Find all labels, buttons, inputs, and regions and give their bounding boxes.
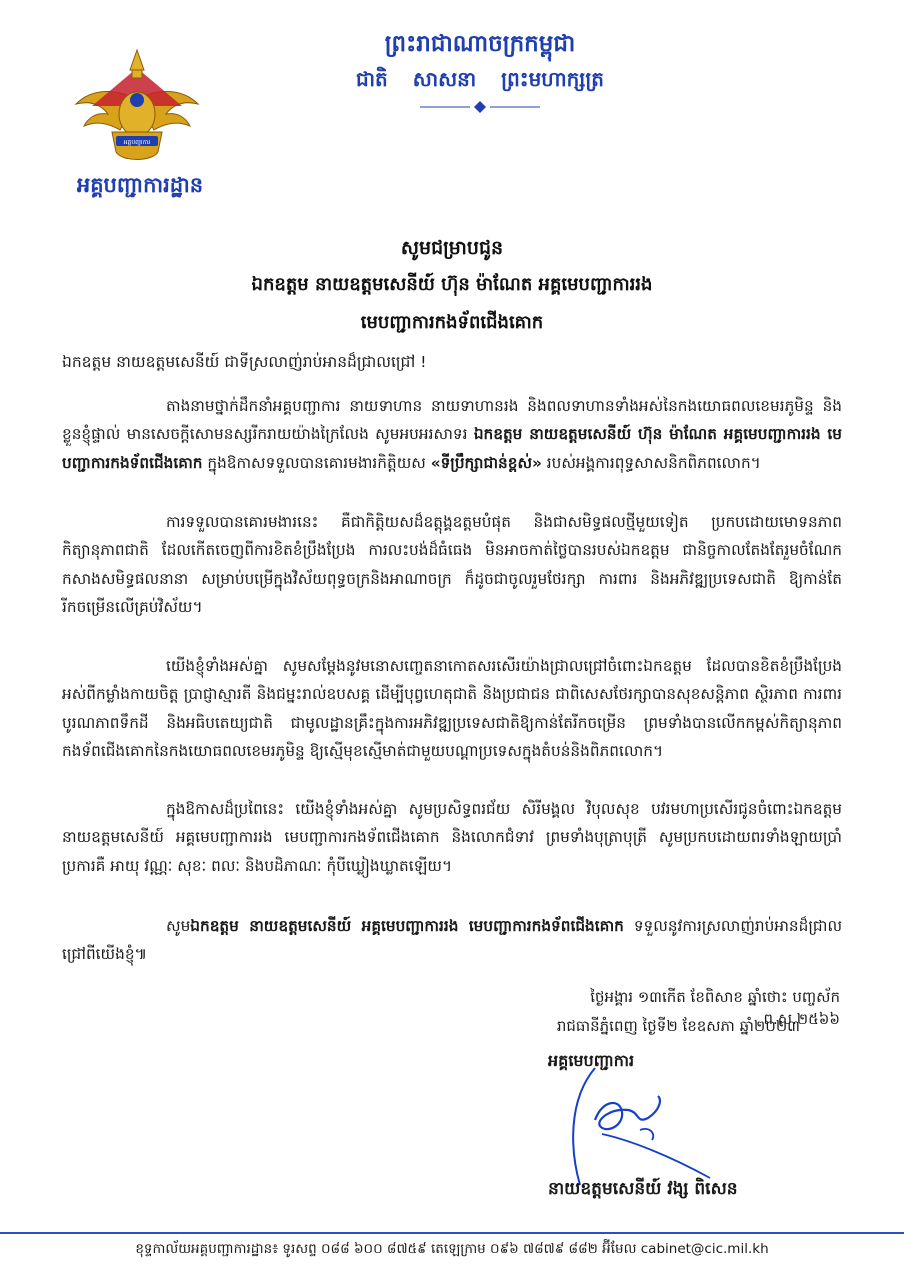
solar-date: រាជធានីភ្នំពេញ ថ្ងៃទី២ ខែឧសភា ឆ្នាំ២០២៣: [556, 1017, 800, 1035]
paragraph-2: [62, 508, 842, 622]
paragraph-1: [62, 392, 842, 477]
emblem-logo: [72, 48, 202, 168]
paragraph-5: [62, 912, 842, 969]
letter-recipient-position: មេបញ្ជាការកងទ័ពជើងគោក: [360, 312, 544, 333]
paragraph-1-honor-title: «ទីប្រឹក្សាជាន់ខ្ពស់»: [430, 453, 542, 472]
paragraph-4: [62, 795, 842, 880]
paragraph-1-recipient: ឯកឧត្តម នាយឧត្តមសេនីយ៍ ហ៊ុន ម៉ាណែត អគ្គមេបញ្ជាការរង មេបញ្ជាការកងទ័ពជើងគោក: [62, 425, 842, 472]
paragraph-5-text-c: ទទួលនូវការស្រលាញ់រាប់អានដ៏ជ្រាលជ្រៅពីយើងខ្ញុំ៕: [62, 917, 843, 964]
signatory-title: អគ្គមេបញ្ជាការ: [548, 1051, 635, 1070]
paragraph-1-text-a: តាងនាមថ្នាក់ដឹកនាំអគ្គបញ្ជាការ នាយទាហាន នាយទាហានរង និងពលទាហានទាំងអស់នៃកងយោធពលខេមរភូមិន្ទ និងខ្លួនខ្ញុំផ្ទាល់ មានសេចក្ដីសោមនស្សរីករាយយ៉ាងក្រៃលែង សូមអបអរសាទរ: [62, 397, 842, 444]
letter-title: សូមជម្រាបជូន: [400, 237, 504, 259]
salutation: ឯកឧត្តម នាយឧត្តមសេនីយ៍ ជាទីស្រលាញ់រាប់អានដ៏ជ្រាលជ្រៅ !: [62, 353, 427, 371]
paragraph-2-text: ការទទួលបានគោរមងារនេះ គឺជាកិត្តិយសដ៏ឧត្តុង្គឧត្តមបំផុត និងជាសមិទ្ធផលថ្មីមួយទៀត ប្រកបដោយមោទនភាព កិត្យានុភាពជាតិ ដែលកើតចេញពីការខិតខំប្រឹងប្រែង ការលះបង់ដ៏ធំធេង មិនអាចកាត់ថ្លៃបានរបស់ឯកឧត្តម ជានិច្ចកាលតែងតែរួមចំណែកកសាងសមិទ្ធផលនានា សម្រាប់បម្រើក្នុងវិស័យពុទ្ធចក្រនិងអាណាចក្រ ក៏ដូចជាចូលរួមថែរក្សា ការពារ និងអភិវឌ្ឍប្រទេសជាតិ ឱ្យកាន់តែរីកចម្រើនលើគ្រប់វិស័យ។: [62, 513, 842, 617]
lunar-date: ថ្ងៃអង្គារ ១៣កើត ខែពិសាខ ឆ្នាំថោះ បញ្ចស័ក ព.ស.២៥៦៦: [590, 988, 840, 1028]
handwritten-signature: [540, 1060, 750, 1190]
paragraph-4-text: ក្នុងឱកាសដ៏ប្រពៃនេះ យើងខ្ញុំទាំងអស់គ្នា សូមប្រសិទ្ធពរជ័យ សិរីមង្គល វិបុលសុខ បវរមហាប្រសើរជូនចំពោះឯកឧត្តម នាយឧត្តមសេនីយ៍ អគ្គមេបញ្ជាការរង មេបញ្ជាការកងទ័ពជើងគោក និងលោកជំទាវ ព្រមទាំងបុត្រាបុត្រី សូមប្រកបដោយពរទាំងឡាយប្រាំប្រការគឺ អាយុ វណ្ណៈ សុខៈ ពលៈ និងបដិភាណៈ កុំបីឃ្លៀងឃ្លាតឡើយ។: [62, 800, 842, 875]
header-ornament: [420, 100, 540, 114]
footer-divider: [0, 1232, 904, 1234]
letter-recipient: ឯកឧត្តម នាយឧត្តមសេនីយ៍ ហ៊ុន ម៉ាណែត អគ្គមេបញ្ជាការរង: [251, 274, 653, 295]
kingdom-title: ព្រះរាជាណាចក្រកម្ពុជា: [384, 31, 576, 57]
paragraph-1-text-c: ក្នុងឱកាសទទួលបានគោរមងារកិត្តិយស: [202, 453, 431, 472]
footer-contact: ខុទ្ទកាល័យអគ្គបញ្ជាការដ្ឋាន៖ ទូរសព្ទ ០៨៨ ៦០០ ៨៧៥៩ តេឡេក្រាម ០៩៦ ៧៨៧៩ ៨៨២ អ៊ីមែល cabinet@cic.mil.kh: [135, 1241, 769, 1257]
emblem-ribbon-text: អគ្គបញ្ជាការ: [123, 139, 151, 146]
paragraph-3: [62, 652, 842, 766]
department-name: អគ្គបញ្ជាការដ្ឋាន: [76, 173, 204, 197]
paragraph-5-text-a: សូម: [166, 917, 191, 935]
paragraph-3-text: យើងខ្ញុំទាំងអស់គ្នា សូមសម្ដែងនូវមនោសញ្ចេតនាកោតសរសើរយ៉ាងជ្រាលជ្រៅចំពោះឯកឧត្តម ដែលបានខិតខំប្រឹងប្រែងអស់ពីកម្លាំងកាយចិត្ត ប្រាជ្ញាស្មារតី និងជម្នះរាល់ឧបសគ្គ ដើម្បីបុព្វហេតុជាតិ និងប្រជាជន ជាពិសេសថែរក្សាបានសុខសន្តិភាព ស្ថិរភាព ការពារបូរណភាពទឹកដី និងអធិបតេយ្យជាតិ ជាមូលដ្ឋានគ្រឹះក្នុងការអភិវឌ្ឍប្រទេសជាតិឱ្យកាន់តែរីកចម្រើន ព្រមទាំងបានលើកកម្ពស់កិត្យានុភាពកងទ័ពជើងគោកនៃកងយោធពលខេមរភូមិន្ទ ឱ្យស្មើមុខស្មើមាត់ជាមួយបណ្ដាប្រទេសក្នុងតំបន់និងពិភពលោក។: [62, 657, 842, 761]
paragraph-1-text-e: របស់អង្គការពុទ្ធសាសនិកពិភពលោក។: [541, 453, 761, 472]
signatory-name: នាយឧត្តមសេនីយ៍ វង្ស ពិសេន: [548, 1179, 738, 1199]
paragraph-5-recipient: ឯកឧត្តម នាយឧត្តមសេនីយ៍ អគ្គមេបញ្ជាការរង មេបញ្ជាការកងទ័ពជើងគោក: [190, 917, 624, 935]
national-motto: ជាតិ សាសនា ព្រះមហាក្សត្រ: [356, 67, 604, 91]
